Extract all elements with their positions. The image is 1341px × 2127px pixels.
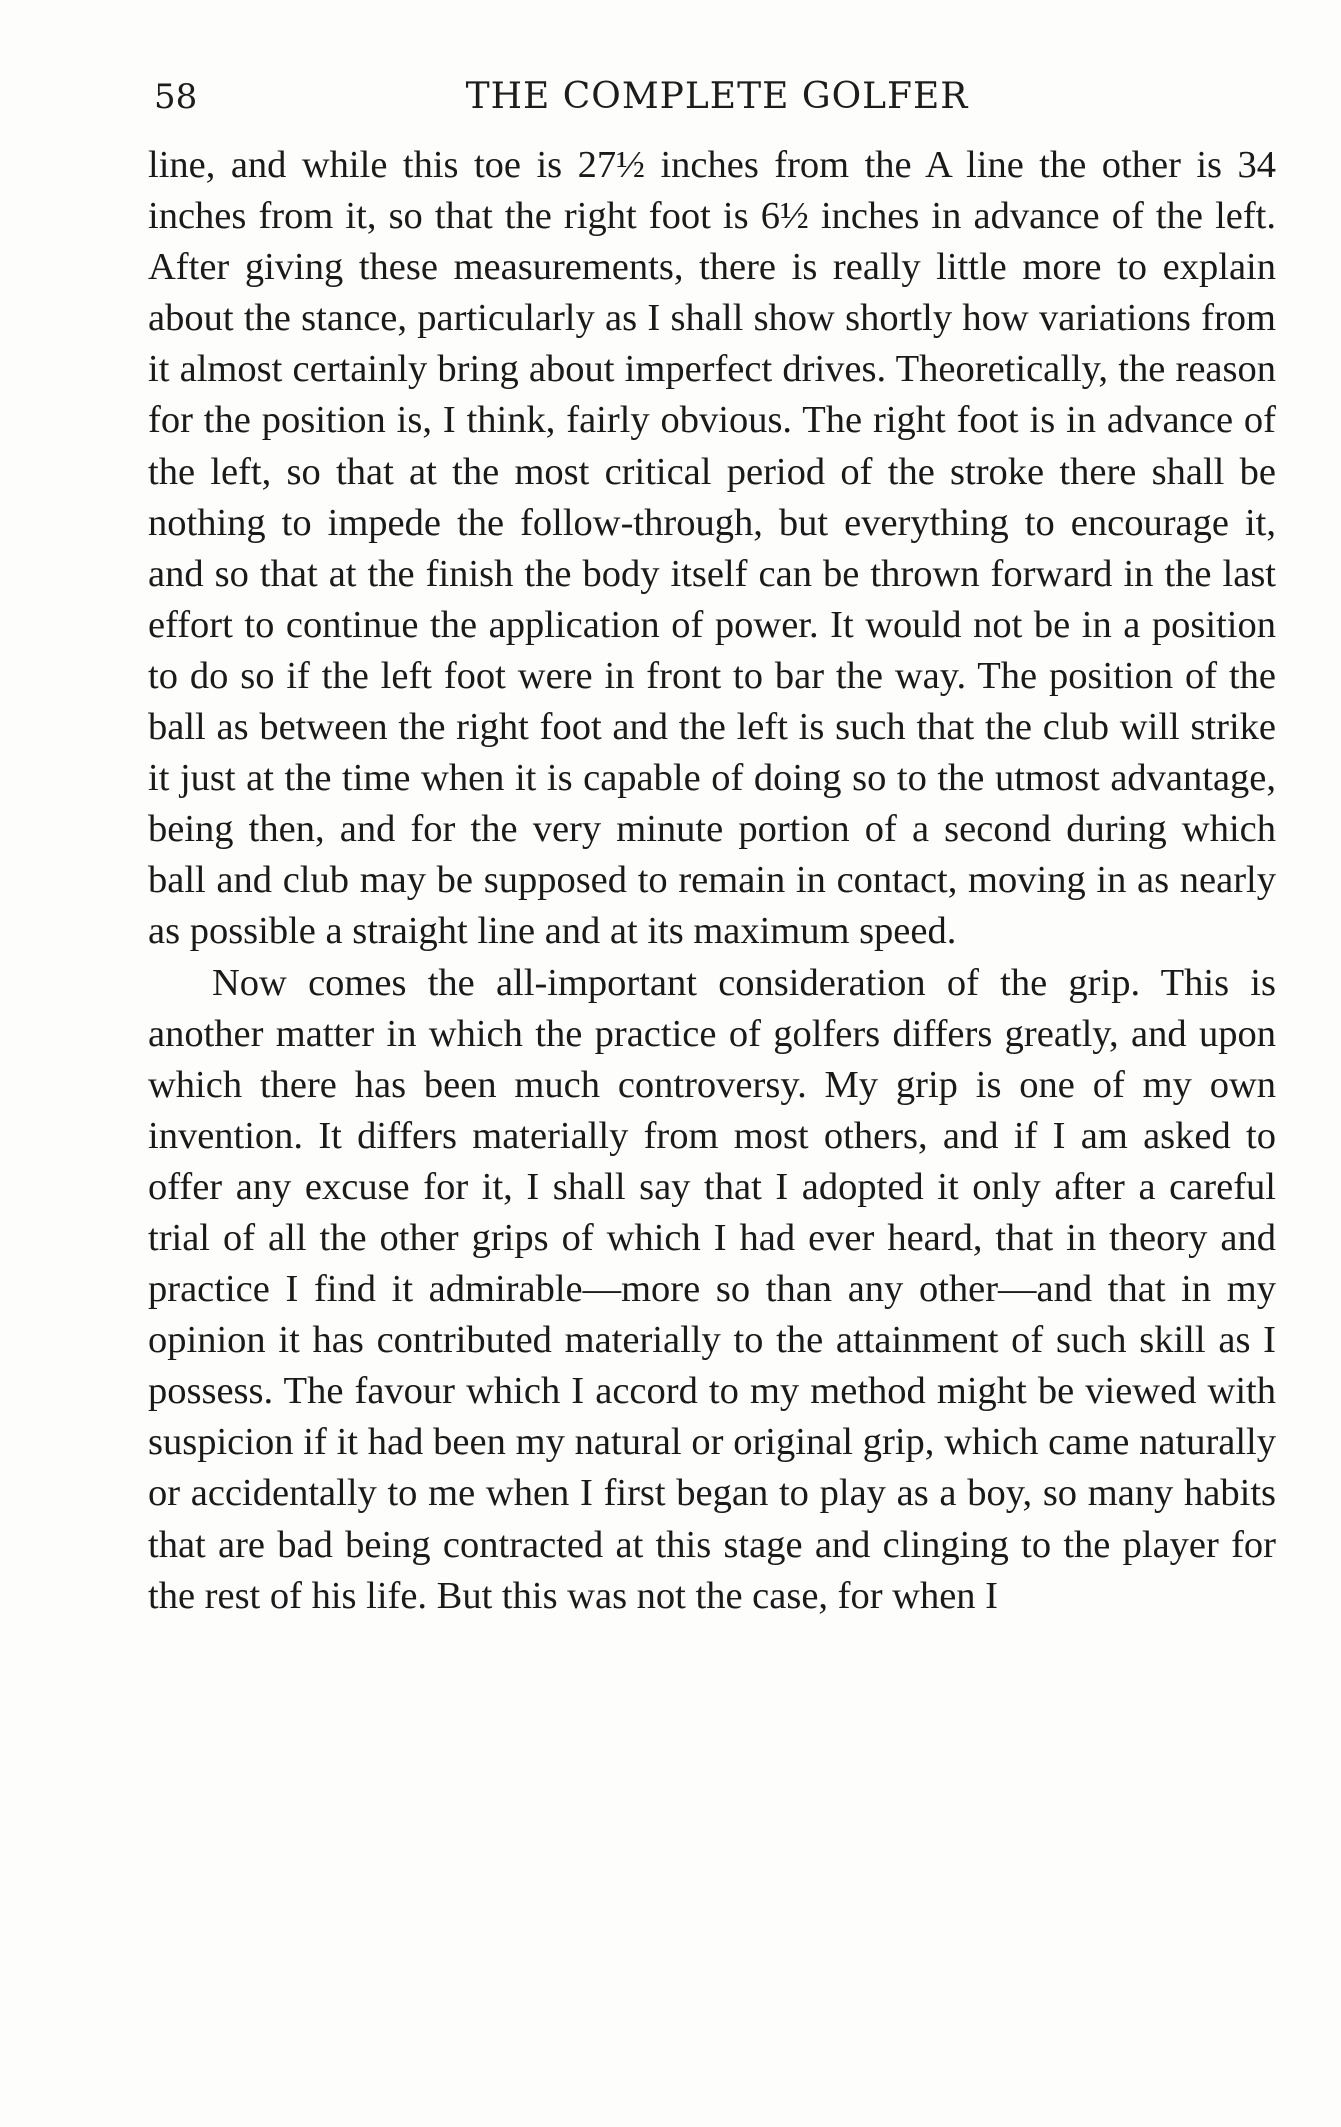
body-text <box>148 140 1276 1622</box>
paragraph-stance-continued: line, and while this toe is 27½ inches from the A line the other is 34 inches from it, so that the right foot is 6½ inches in advance of the left. After giving these measurements, there is really little more to explain about the stance, particularly as I shall show shortly how variations from it almost certainly bring about imperfect drives. Theoretically, the reason for the position is, I think, fairly obvious. The right foot is in advance of the left, so that at the most critical period of the stroke there shall be nothing to impede the follow-through, but everything to encourage it, and so that at the finish the body itself can be thrown forward in the last effort to continue the application of power. It would not be in a position to do so if the left foot were in front to bar the way. The position of the ball as between the right foot and the left is such that the club will strike it just at the time when it is capable of doing so to the utmost advantage, being then, and for the very minute portion of a second during which ball and club may be supposed to remain in contact, moving in as nearly as possible a straight line and at its maximum speed. <box>148 144 1276 953</box>
paragraph-grip: Now comes the all-important consideration of the grip. This is another matter in which the practice of golfers differs greatly, and upon which there has been much controversy. My grip is one of my own invention. It differs materially from most others, and if I am asked to offer any excuse for it, I shall say that I adopted it only after a careful trial of all the other grips of which I had ever heard, that in theory and practice I find it admirable—more so than any other—and that in my opinion it has contributed materially to the attainment of such skill as I possess. The favour which I accord to my method might be viewed with suspicion if it had been my natural or original grip, which came naturally or accidentally to me when I first began to play as a boy, so many habits that are bad being contracted at this stage and clinging to the player for the rest of his life. But this was not the case, for when I <box>148 961 1276 1617</box>
page-number: 58 <box>154 77 198 117</box>
running-title: THE COMPLETE GOLFER <box>465 76 969 117</box>
page-header <box>148 72 1268 122</box>
